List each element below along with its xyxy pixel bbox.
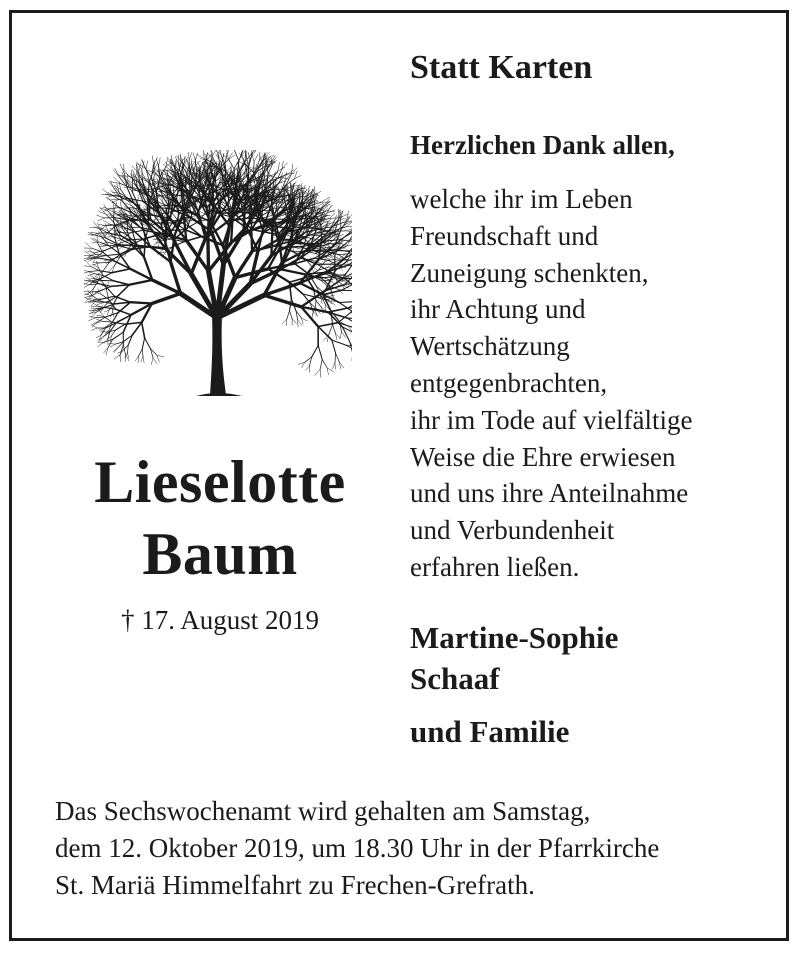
service-line: St. Mariä Himmelfahrt zu Frechen-Grefrath. [55,870,535,900]
signer-name-second-line: Schaaf [410,661,500,696]
signer-family: und Familie [410,714,570,749]
thanks-line: ihr Achtung und [410,294,586,325]
thanks-line: Freundschaft und [410,220,599,251]
service-announcement [55,793,659,904]
thanks-line: Zuneigung schenkten, [410,257,649,288]
thanks-heading: Herzlichen Dank allen, [410,130,675,160]
deceased-first-name: Lieselotte [94,449,346,515]
thanks-line: erfahren ließen. [410,551,580,582]
thanks-line: Weise die Ehre erwiesen [410,441,676,472]
thanks-line: ihr im Tode auf vielfältige [410,404,693,435]
death-date: † 17. August 2019 [120,605,320,635]
service-line: dem 12. Oktober 2019, um 18.30 Uhr in der Pfarrkirche [55,833,660,863]
tree-icon [84,150,352,400]
page-title: Statt Karten [410,49,593,86]
thanks-text [410,181,693,586]
deceased-last-name: Baum [142,521,298,587]
thanks-line: und uns ihre Anteilnahme [410,478,689,509]
thanks-line: entgegenbrachten, [410,367,608,398]
signer-name-first-line: Martine-Sophie [410,620,619,655]
thanks-line: welche ihr im Leben [410,184,633,214]
thanks-line: Wertschätzung [410,331,570,362]
service-line: Das Sechswochenamt wird gehalten am Samstag, [55,796,591,826]
thanks-line: und Verbundenheit [410,515,615,546]
